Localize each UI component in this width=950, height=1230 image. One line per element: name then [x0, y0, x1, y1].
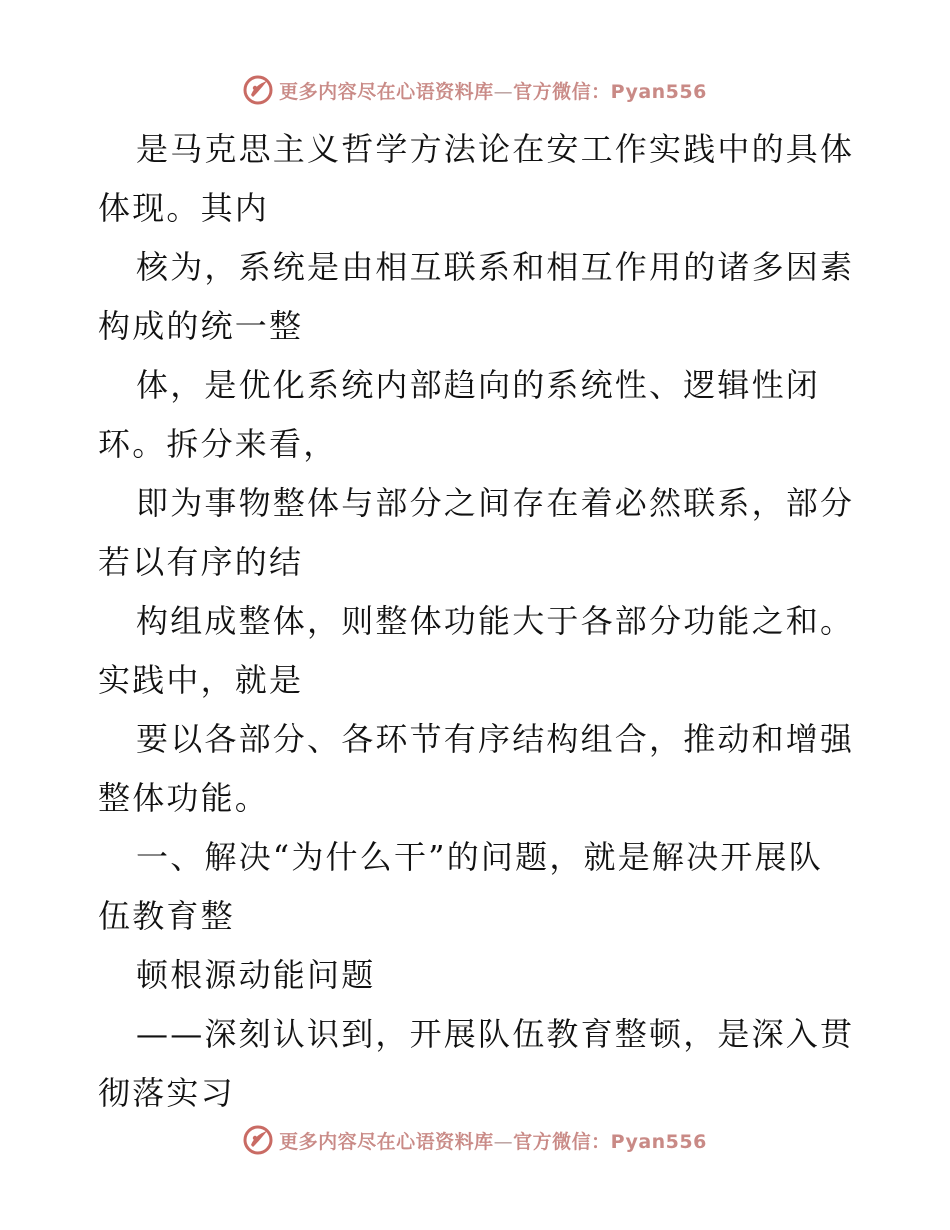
text-line: 彻落实习	[98, 1074, 235, 1112]
text-line: 一、解决“为什么干”的问题，就是解决开展队	[136, 838, 823, 876]
text-line: 即为事物整体与部分之间存在着必然联系，部分	[136, 484, 855, 522]
text-line: 体，是优化系统内部趋向的系统性、逻辑性闭	[136, 366, 821, 404]
footer-watermark	[0, 1120, 950, 1160]
ink-brush-seal-icon	[243, 1125, 273, 1155]
watermark-text: 更多内容尽在心语资料库—官方微信：Pyan556	[279, 80, 707, 103]
text-line: 实践中，就是	[98, 661, 304, 699]
document-body	[98, 120, 868, 1123]
text-line: 环。拆分来看，	[98, 425, 338, 463]
text-line: 构组成整体，则整体功能大于各部分功能之和。	[136, 602, 855, 640]
text-line: 要以各部分、各环节有序结构组合，推动和增强	[136, 720, 855, 758]
text-line: 是马克思主义哲学方法论在安工作实践中的具体	[136, 130, 855, 168]
text-line: 整体功能。	[98, 779, 270, 817]
text-line: 顿根源动能问题	[136, 956, 376, 994]
text-line: 若以有序的结	[98, 543, 304, 581]
text-line: 体现。其内	[98, 189, 270, 227]
text-line: ——深刻认识到，开展队伍教育整顿，是深入贯	[136, 1015, 855, 1053]
text-line: 构成的统一整	[98, 307, 304, 345]
header-watermark	[0, 70, 950, 110]
text-line: 伍教育整	[98, 897, 235, 935]
text-line: 核为，系统是由相互联系和相互作用的诸多因素	[136, 248, 855, 286]
ink-brush-seal-icon	[243, 75, 273, 105]
watermark-text: 更多内容尽在心语资料库—官方微信：Pyan556	[279, 1130, 707, 1153]
